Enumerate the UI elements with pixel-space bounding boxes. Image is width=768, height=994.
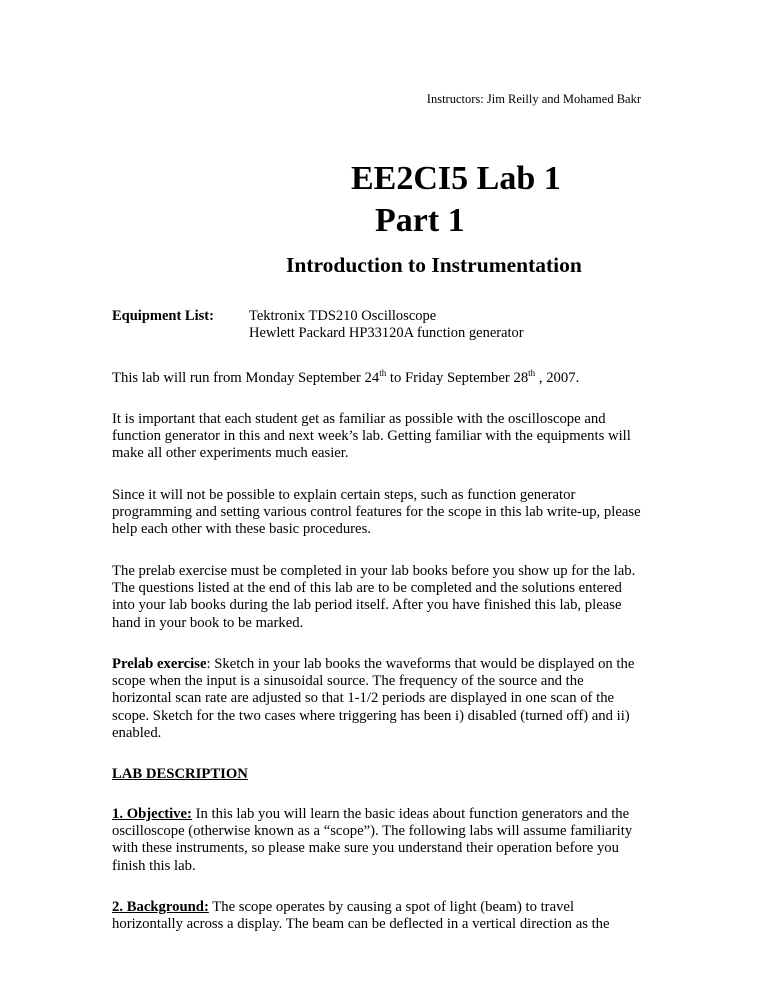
equipment-item: Hewlett Packard HP33120A function generator [249, 325, 524, 341]
lab-part: Part 1 [375, 202, 465, 239]
lab-subtitle: Introduction to Instrumentation [286, 253, 582, 277]
equipment-list [249, 308, 524, 342]
equipment-list-label: Equipment List: [112, 308, 214, 324]
equipment-item: Tektronix TDS210 Oscilloscope [249, 308, 437, 324]
background-paragraph: 2. Background: The scope operates by causing a spot of light (beam) to travel horizontally across a display. The beam can be deflected in a vertical direction as the [112, 899, 610, 933]
procedures-paragraph: Since it will not be possible to explain certain steps, such as function generator programming and setting various control features for the scope in this lab write-up, please help each other with these basic procedures. [112, 487, 641, 538]
prelab-label: Prelab exercise [112, 656, 207, 672]
prelab-exercise-paragraph: Prelab exercise: Sketch in your lab books the waveforms that would be displayed on the scope when the input is a sinusoidal source. The frequency of the source and the horizontal scan rate are adjusted so that 1-1/2 periods are displayed in one scan of the scope. Sketch for the two cases where triggering has been i) disabled (turned off) and ii) enabled. [112, 656, 635, 741]
objective-paragraph: 1. Objective: In this lab you will learn the basic ideas about function generators and the oscilloscope (otherwise known as a “scope”). The following labs will assume familiarity with these instruments, so please make sure you understand their operation before you finish this lab. [112, 806, 633, 874]
objective-label: 1. Objective: [112, 806, 192, 822]
familiarity-paragraph: It is important that each student get as familiar as possible with the oscilloscope and function generator in this and next week’s lab. Getting familiar with the equipments will make all other experiments much easier. [112, 411, 631, 462]
lab-title: EE2CI5 Lab 1 [351, 160, 561, 197]
instructors-line: Instructors: Jim Reilly and Mohamed Bakr [426, 92, 641, 106]
prelab-info-paragraph: The prelab exercise must be completed in your lab books before you show up for the lab. The questions listed at the end of this lab are to be completed and the solutions entered into your lab books during the lab period itself. After you have finished this lab, please hand in your book to be marked. [112, 563, 636, 631]
background-label: 2. Background: [112, 899, 209, 915]
lab-description-heading: LAB DESCRIPTION [112, 766, 248, 782]
schedule-paragraph: This lab will run from Monday September 24th to Friday September 28th , 2007. [112, 368, 580, 386]
